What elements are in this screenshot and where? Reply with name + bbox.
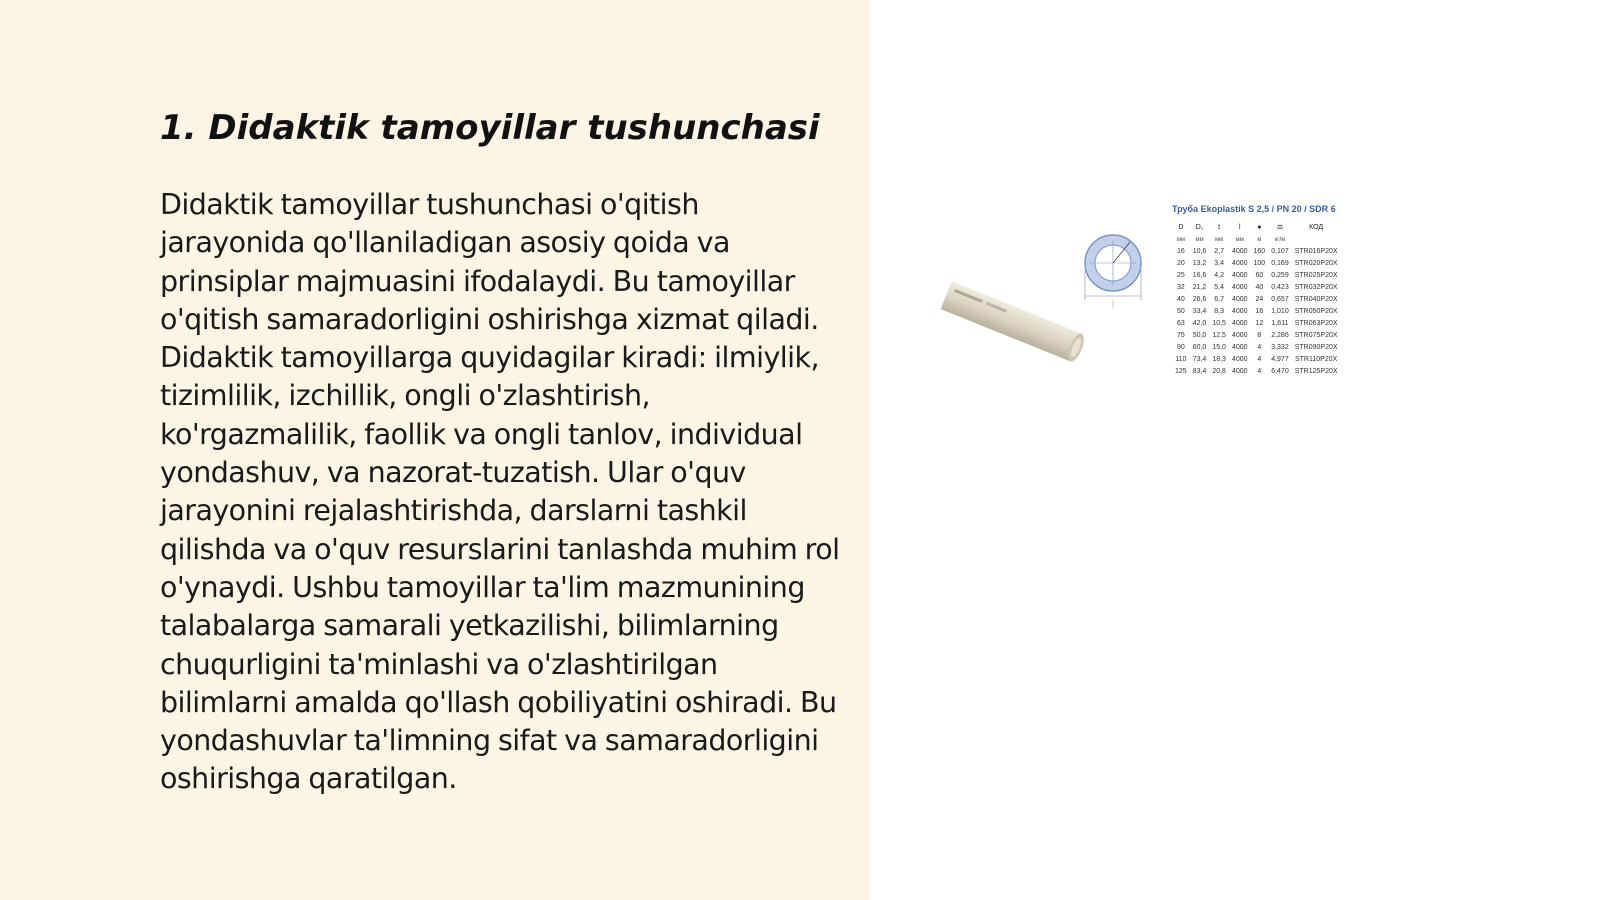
column-header: D₁: [1195, 224, 1204, 231]
table-cell: STR016P20X: [1294, 248, 1338, 255]
table-row: [1172, 258, 1341, 270]
table-cell: 50,0: [1192, 332, 1207, 339]
table-cell: 4000: [1231, 272, 1248, 279]
table-cell: 1,611: [1271, 320, 1289, 327]
table-cell: 10,5: [1212, 320, 1226, 327]
table-cell: 1,010: [1271, 308, 1289, 315]
table-cell: 3,4: [1214, 260, 1224, 267]
table-cell: 13,2: [1192, 260, 1207, 267]
column-header: КОД: [1309, 224, 1324, 231]
table-cell: 8: [1257, 332, 1262, 339]
spec-table-block: [1172, 200, 1422, 378]
table-cell: 20: [1176, 260, 1185, 267]
table-cell: 4000: [1231, 344, 1248, 351]
table-cell: 125: [1175, 368, 1187, 375]
table-row: [1172, 342, 1341, 354]
table-cell: 26,6: [1192, 296, 1207, 303]
table-cell: 4000: [1231, 356, 1248, 363]
table-row: [1172, 366, 1341, 378]
table-cell: STR040P20X: [1294, 296, 1338, 303]
table-row: [1172, 330, 1341, 342]
table-cell: 0,259: [1271, 272, 1289, 279]
table-cell: 33,4: [1192, 308, 1207, 315]
table-cell: 4: [1257, 356, 1262, 363]
table-cell: 40: [1255, 284, 1264, 291]
table-cell: 110: [1175, 356, 1187, 363]
spec-table-units: [1172, 234, 1341, 246]
table-cell: 73,4: [1192, 356, 1207, 363]
table-row: [1172, 246, 1341, 258]
pipe-cross-section-icon: [1080, 230, 1150, 320]
table-cell: 4000: [1231, 332, 1248, 339]
table-cell: 2,286: [1271, 332, 1289, 339]
table-cell: 6,7: [1214, 296, 1224, 303]
spec-table: [1172, 222, 1341, 378]
table-cell: 0,423: [1271, 284, 1289, 291]
table-cell: 18,3: [1212, 356, 1226, 363]
table-cell: 25: [1176, 272, 1185, 279]
table-cell: 42,0: [1192, 320, 1207, 327]
table-cell: 60: [1255, 272, 1264, 279]
table-cell: 2,7: [1214, 248, 1224, 255]
pipe-icon: [940, 270, 1090, 380]
table-cell: 3,332: [1271, 344, 1289, 351]
table-cell: STR063P20X: [1294, 320, 1338, 327]
table-cell: 4000: [1231, 368, 1248, 375]
unit-label: м: [1257, 237, 1262, 243]
table-cell: 4000: [1231, 320, 1248, 327]
table-cell: 4000: [1231, 248, 1248, 255]
slide-body-text: Didaktik tamoyillar tushunchasi o'qitish jarayonida qo'llaniladigan asosiy qoida va prinsiplar majmuasini ifodalaydi. Bu tamoyillar o'qitish samaradorligini oshirishga xizmat qiladi. Didaktik tamoyillarga quyidagilar kiradi: ilmiylik, tizimlilik, izchillik, ongli o'zlashtirish, ko'rgazmalilik, faollik va ongli tanlov, individual yondashuv, va nazorat-tuzatish. Ular o'quv jarayonini rejalashtirishda, darslarni tashkil qilishda va o'quv resurslarini tanlashda muhim rol o'ynaydi. Ushbu tamoyillar ta'lim mazmunining talabalarga samarali yetkazilishi, bilimlarning chuqurligini ta'minlashi va o'zlashtirilgan bilimlarni amalda qo'llash qobiliyatini oshiradi. Bu yondashuvlar ta'limning sifat va samaradorligini oshirishga qaratilgan.: [160, 188, 840, 796]
spec-table-header: [1172, 222, 1341, 234]
table-cell: 100: [1253, 260, 1266, 267]
unit-label: [1292, 234, 1341, 246]
table-cell: 5,4: [1214, 284, 1224, 291]
table-cell: STR020P20X: [1294, 260, 1338, 267]
table-cell: 4000: [1231, 296, 1248, 303]
table-cell: 75: [1176, 332, 1185, 339]
table-cell: 0,169: [1271, 260, 1289, 267]
column-header: D: [1178, 224, 1184, 231]
table-row: [1172, 294, 1341, 306]
table-cell: STR090P20X: [1294, 344, 1338, 351]
table-cell: 160: [1253, 248, 1266, 255]
table-cell: 10,6: [1192, 248, 1207, 255]
table-cell: 4000: [1231, 260, 1248, 267]
table-cell: 0,107: [1271, 248, 1289, 255]
table-cell: 4,977: [1271, 356, 1289, 363]
table-row: [1172, 270, 1341, 282]
table-cell: 40: [1176, 296, 1185, 303]
table-cell: 83,4: [1192, 368, 1207, 375]
table-cell: 15,0: [1212, 344, 1226, 351]
table-cell: STR025P20X: [1294, 272, 1338, 279]
table-row: [1172, 282, 1341, 294]
table-cell: 4000: [1231, 284, 1248, 291]
table-cell: 16: [1255, 308, 1264, 315]
table-cell: 20,8: [1212, 368, 1226, 375]
table-cell: 63: [1176, 320, 1185, 327]
table-cell: 32: [1176, 284, 1185, 291]
table-cell: 4000: [1231, 308, 1248, 315]
table-cell: 4: [1257, 368, 1262, 375]
table-cell: 4: [1257, 344, 1262, 351]
spec-table-body: [1172, 246, 1341, 378]
unit-label: мм: [1195, 237, 1204, 243]
table-cell: 90: [1176, 344, 1185, 351]
table-cell: 50: [1176, 308, 1185, 315]
table-row: [1172, 306, 1341, 318]
column-header: l: [1238, 224, 1241, 231]
column-header: t: [1218, 224, 1221, 231]
unit-label: мм: [1176, 237, 1185, 243]
table-cell: STR050P20X: [1294, 308, 1338, 315]
column-header: ⚖: [1276, 224, 1284, 231]
table-cell: 21,2: [1192, 284, 1207, 291]
spec-table-title: Труба Ekoplastik S 2,5 / PN 20 / SDR 6: [1172, 204, 1336, 214]
product-image: [940, 200, 1420, 400]
table-cell: 16: [1176, 248, 1185, 255]
column-header: ●: [1257, 224, 1262, 231]
table-cell: 6,470: [1271, 368, 1289, 375]
table-row: [1172, 354, 1341, 366]
table-row: [1172, 318, 1341, 330]
table-cell: 12,5: [1212, 332, 1226, 339]
table-cell: 4,2: [1214, 272, 1224, 279]
table-cell: 24: [1255, 296, 1264, 303]
slide-title: 1. Didaktik tamoyillar tushunchasi: [160, 108, 820, 148]
table-cell: 0,657: [1271, 296, 1289, 303]
table-cell: 60,0: [1192, 344, 1207, 351]
table-cell: STR125P20X: [1294, 368, 1338, 375]
table-cell: STR110P20X: [1294, 356, 1338, 363]
table-cell: 8,3: [1214, 308, 1224, 315]
table-cell: 16,6: [1192, 272, 1207, 279]
table-cell: 12: [1255, 320, 1264, 327]
unit-label: кг/м: [1274, 237, 1286, 243]
image-panel: [870, 0, 1600, 900]
unit-label: мм: [1215, 237, 1224, 243]
table-cell: STR032P20X: [1294, 284, 1338, 291]
unit-label: мм: [1235, 237, 1244, 243]
table-cell: STR075P20X: [1294, 332, 1338, 339]
